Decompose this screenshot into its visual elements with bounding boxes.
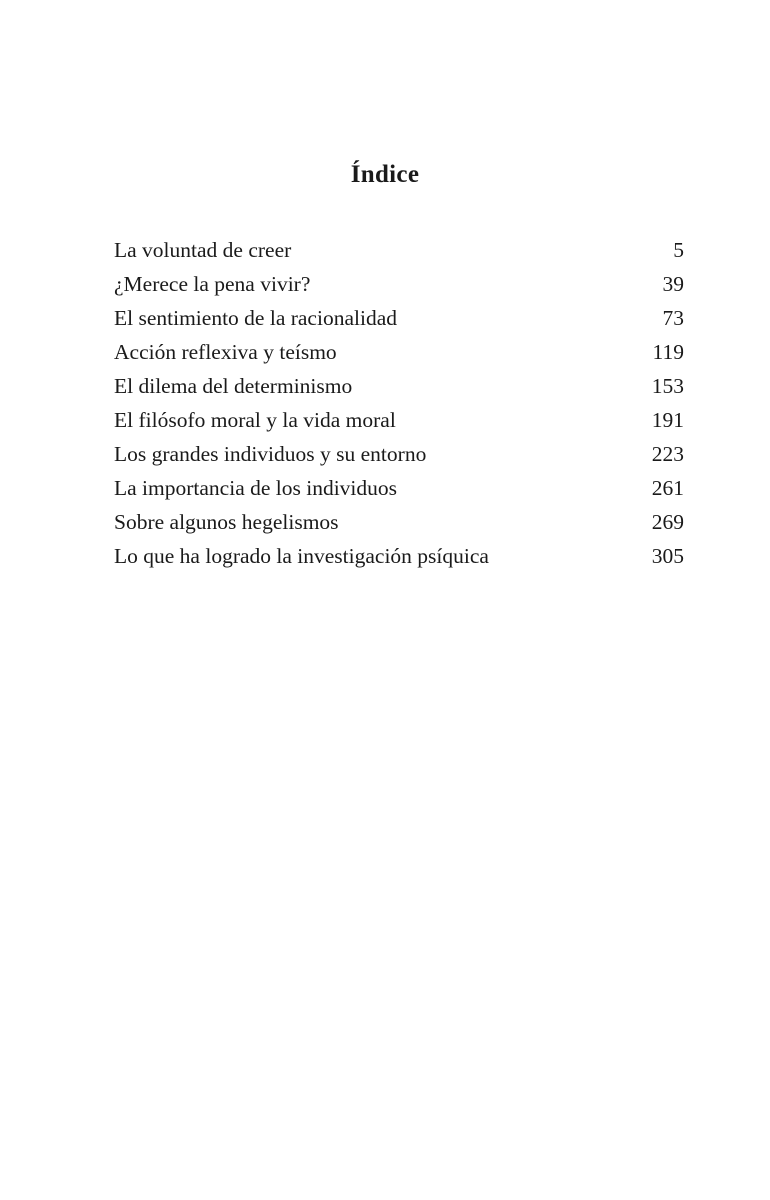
toc-entry-page: 39 [662,272,684,296]
toc-entry-title: El filósofo moral y la vida moral [114,408,396,432]
toc-entry-page: 269 [651,510,684,534]
toc-entry [114,267,684,301]
toc-entry-page: 223 [651,442,684,466]
page-title: Índice [350,160,420,188]
toc-entry [114,437,684,471]
table-of-contents [114,233,684,573]
toc-entry [114,403,684,437]
toc-entry-title: Los grandes individuos y su entorno [114,442,427,466]
toc-entry-page: 261 [651,476,684,500]
toc-entry-title: Sobre algunos hegelismos [114,510,339,534]
toc-entry-page: 73 [662,306,684,330]
toc-entry-title: La importancia de los individuos [114,476,398,500]
toc-entry-title: La voluntad de creer [114,238,292,262]
toc-entry-title: Lo que ha logrado la investigación psíquica [114,544,489,568]
toc-entry [114,505,684,539]
toc-entry-title: ¿Merece la pena vivir? [114,272,311,296]
toc-entry [114,539,684,573]
toc-entry [114,335,684,369]
toc-entry-title: El sentimiento de la racionalidad [114,306,397,330]
toc-entry-title: El dilema del determinismo [114,374,353,398]
toc-entry-page: 5 [673,238,684,262]
toc-entry [114,471,684,505]
toc-entry-page: 119 [652,340,684,364]
toc-entry-page: 191 [651,408,684,432]
toc-entry [114,301,684,335]
toc-entry [114,233,684,267]
toc-entry [114,369,684,403]
toc-entry-page: 153 [651,374,684,398]
toc-entry-title: Acción reflexiva y teísmo [114,340,337,364]
toc-entry-page: 305 [651,544,684,568]
